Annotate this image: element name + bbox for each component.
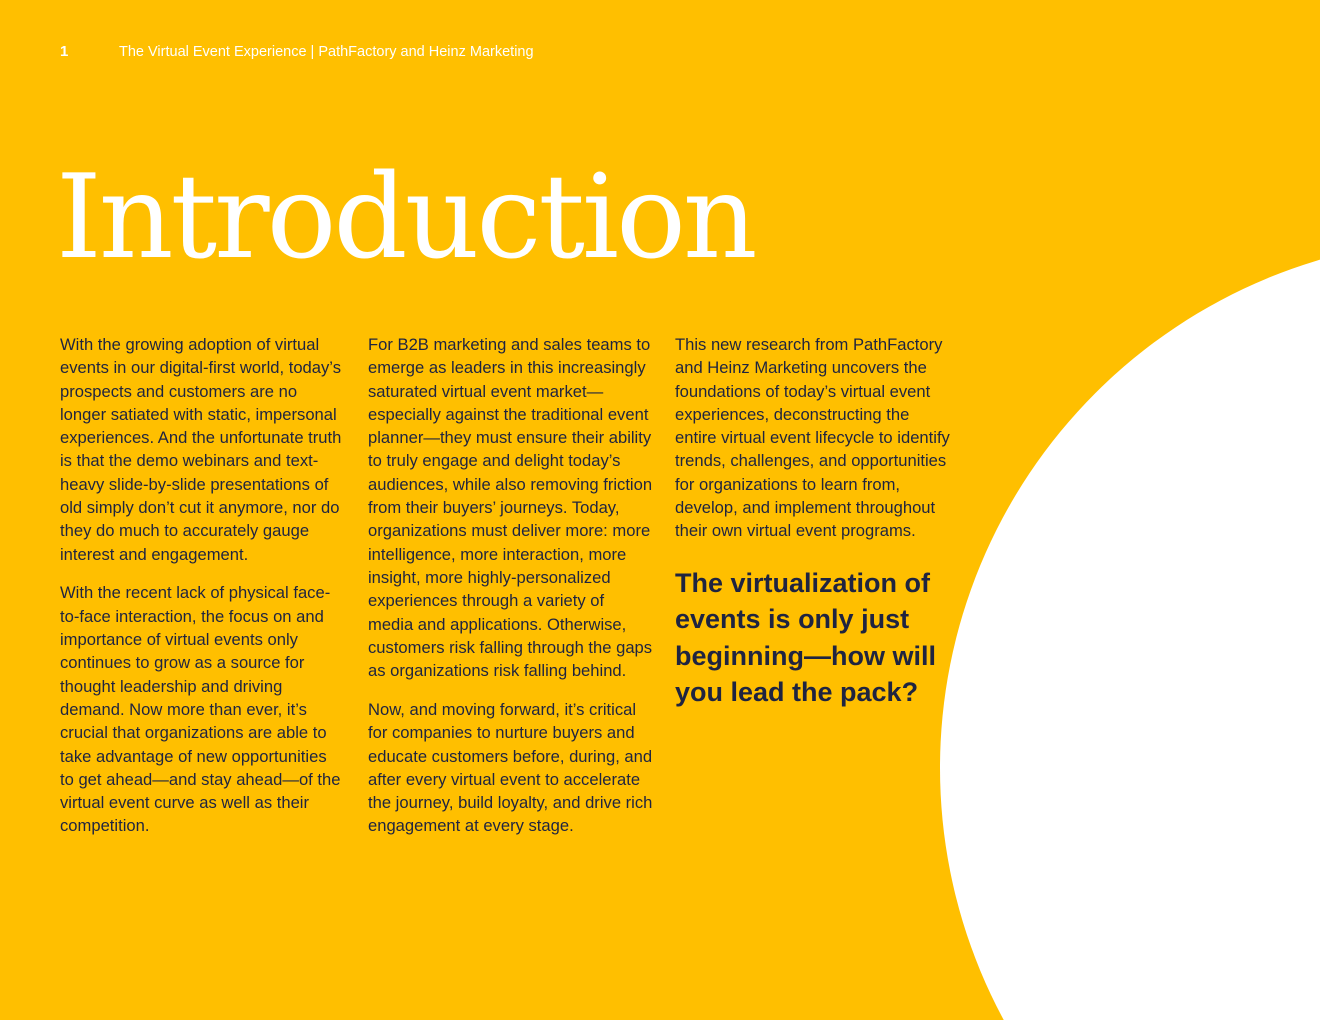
text-column-1 [60, 333, 345, 853]
running-header-title: The Virtual Event Experience | PathFactory and Heinz Marketing [119, 44, 534, 60]
text-column-3 [675, 333, 955, 711]
paragraph: With the recent lack of physical face-to-face interaction, the focus on and importance of virtual events only continues to grow as a source for thought leadership and driving demand. Now more than ever, it’s crucial that organizations are able to take advantage of new opportunities to get ahead—and stay ahead—of the virtual event curve as well as their competition. [60, 583, 341, 836]
paragraph: Now, and moving forward, it’s critical for companies to nurture buyers and educate customers before, during, and after every virtual event to accelerate the journey, build loyalty, and drive rich engagement at every stage. [368, 699, 653, 836]
paragraph: For B2B marketing and sales teams to emerge as leaders in this increasingly saturated virtual event market—especially against the traditional event planner—they must ensure their ability to truly engage and delight today’s audiences, while also removing friction from their buyers’ journeys. Today, organizations must deliver more: more intelligence, more interaction, more insight, more highly-personalized experiences through a variety of media and applications. Otherwise, customers risk falling through the gaps as organizations risk falling behind. [368, 335, 653, 681]
decorative-circle [940, 238, 1320, 1020]
paragraph: With the growing adoption of virtual events in our digital-first world, today’s prospects and customers are no longer satiated with static, impersonal experiences. And the unfortunate truth is that the demo webinars and text-heavy slide-by-slide presentations of old simply don’t cut it anymore, nor do they do much to accurately gauge interest and engagement. [60, 335, 342, 564]
page-number: 1 [60, 43, 69, 60]
section-heading: Introduction [56, 150, 755, 285]
pull-quote: The virtualization of events is only just beginning—how will you lead the pack? [675, 567, 936, 708]
text-column-2 [368, 333, 653, 853]
paragraph: This new research from PathFactory and Heinz Marketing uncovers the foundations of today’s virtual event experiences, deconstructing the entire virtual event lifecycle to identify trends, challenges, and opportunities for organizations to learn from, develop, and implement throughout their own virtual event programs. [675, 335, 950, 541]
